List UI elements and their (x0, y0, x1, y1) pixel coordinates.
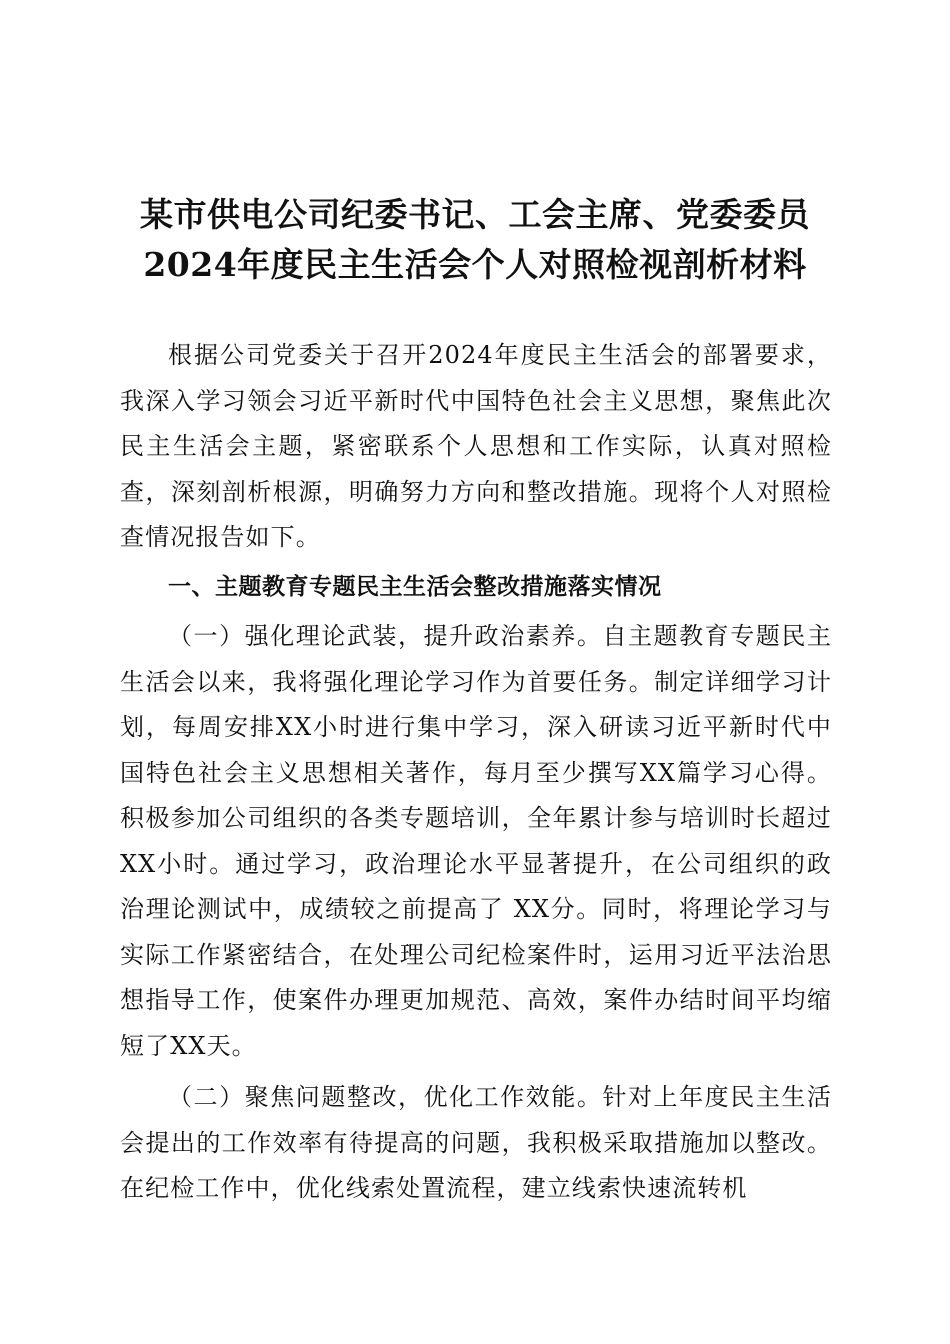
document-title (100, 190, 850, 290)
title-line-2: 2024年度民主生活会个人对照检视剖析材料 (143, 245, 807, 284)
paragraph-2: （二）聚焦问题整改，优化工作效能。针对上年度民主生活会提出的工作效率有待提高的问题，我积极采取措施加以整改。在纪检工作中，优化线索处置流程，建立线索快速流转机 (120, 1083, 832, 1202)
intro-paragraph: 根据公司党委关于召开2024年度民主生活会的部署要求，我深入学习领会习近平新时代中国特色社会主义思想，聚焦此次民主生活会主题，紧密联系个人思想和工作实际，认真对照检查，深刻剖析根源，明确努力方向和整改措施。现将个人对照检查情况报告如下。 (120, 341, 832, 551)
title-line-1: 某市供电公司纪委书记、工会主席、党委委员 (140, 195, 810, 234)
document-body (120, 333, 832, 1212)
paragraph-1: （一）强化理论武装，提升政治素养。自主题教育专题民主生活会以来，我将强化理论学习作为首要任务。制定详细学习计划，每周安排XX小时进行集中学习，深入研读习近平新时代中国特色社会主义思想相关著作，每月至少撰写XX篇学习心得。积极参加公司组织的各类专题培训，全年累计参与培训时长超过XX小时。通过学习，政治理论水平显著提升，在公司组织的政治理论测试中，成绩较之前提高了 XX分。同时，将理论学习与实际工作紧密结合，在处理公司纪检案件时，运用习近平法治思想指导工作，使案件办理更加规范、高效，案件办结时间平均缩短了XX天。 (120, 622, 832, 1060)
section-heading-1: 一、主题教育专题民主生活会整改措施落实情况 (168, 573, 662, 600)
